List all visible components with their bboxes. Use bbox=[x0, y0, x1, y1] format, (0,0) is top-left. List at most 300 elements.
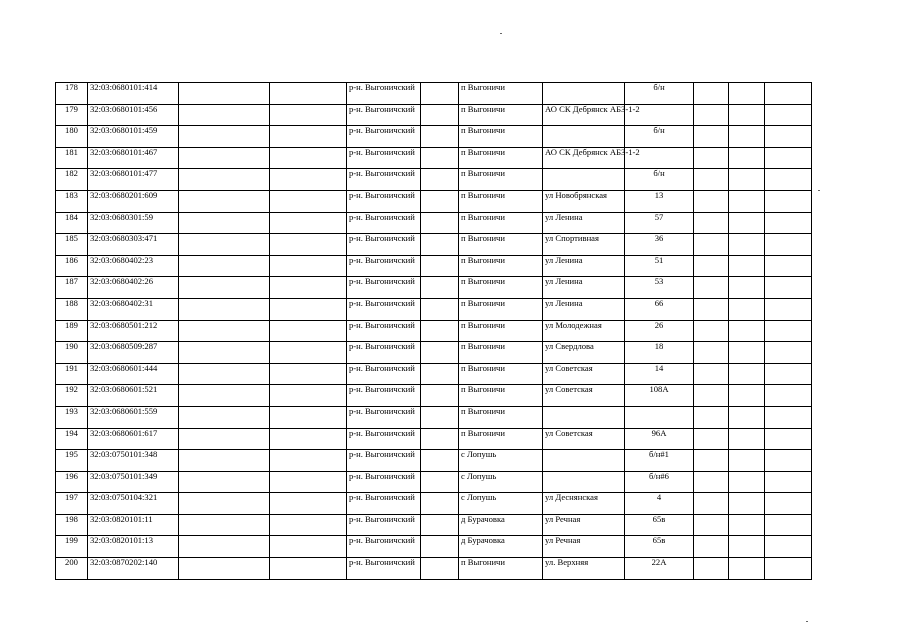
house-number-cell: 53 bbox=[625, 277, 694, 299]
empty-cell bbox=[421, 363, 459, 385]
empty-cell bbox=[270, 428, 347, 450]
empty-cell bbox=[421, 255, 459, 277]
empty-cell bbox=[179, 104, 270, 126]
empty-cell bbox=[729, 363, 765, 385]
settlement-cell: п Выгоничи bbox=[459, 104, 543, 126]
empty-cell bbox=[179, 450, 270, 472]
table-row bbox=[56, 298, 812, 320]
row-number-cell: 199 bbox=[56, 536, 88, 558]
row-number-cell: 194 bbox=[56, 428, 88, 450]
empty-cell bbox=[694, 126, 729, 148]
settlement-cell: п Выгоничи bbox=[459, 126, 543, 148]
settlement-cell: п Выгоничи bbox=[459, 558, 543, 580]
row-number-cell: 180 bbox=[56, 126, 88, 148]
settlement-cell: п Выгоничи bbox=[459, 234, 543, 256]
table-row bbox=[56, 406, 812, 428]
empty-cell bbox=[729, 342, 765, 364]
street-cell: АО СК Дебрянск АБЗ-1-2 bbox=[543, 104, 625, 126]
table-row bbox=[56, 450, 812, 472]
settlement-cell: п Выгоничи bbox=[459, 406, 543, 428]
settlement-cell: п Выгоничи bbox=[459, 363, 543, 385]
settlement-cell: д Бурачовка bbox=[459, 514, 543, 536]
district-cell: р-н. Выгоничский bbox=[347, 234, 421, 256]
empty-cell bbox=[765, 126, 812, 148]
cadastral-number-cell: 32:03:0680101:477 bbox=[88, 169, 179, 191]
empty-cell bbox=[729, 471, 765, 493]
empty-cell bbox=[421, 342, 459, 364]
empty-cell bbox=[270, 493, 347, 515]
empty-cell bbox=[270, 126, 347, 148]
scan-speck bbox=[500, 33, 502, 34]
street-cell bbox=[543, 126, 625, 148]
empty-cell bbox=[729, 406, 765, 428]
empty-cell bbox=[694, 514, 729, 536]
empty-cell bbox=[729, 126, 765, 148]
empty-cell bbox=[179, 428, 270, 450]
row-number-cell: 192 bbox=[56, 385, 88, 407]
street-cell: ул Молодежная bbox=[543, 320, 625, 342]
empty-cell bbox=[729, 212, 765, 234]
table-row bbox=[56, 277, 812, 299]
row-number-cell: 186 bbox=[56, 255, 88, 277]
table-row bbox=[56, 212, 812, 234]
house-number-cell: 65в bbox=[625, 514, 694, 536]
empty-cell bbox=[421, 83, 459, 105]
cadastral-number-cell: 32:03:0680402:26 bbox=[88, 277, 179, 299]
empty-cell bbox=[765, 147, 812, 169]
empty-cell bbox=[421, 428, 459, 450]
street-cell: ул Свердлова bbox=[543, 342, 625, 364]
empty-cell bbox=[694, 406, 729, 428]
empty-cell bbox=[179, 406, 270, 428]
empty-cell bbox=[729, 385, 765, 407]
empty-cell bbox=[421, 190, 459, 212]
empty-cell bbox=[694, 255, 729, 277]
settlement-cell: п Выгоничи bbox=[459, 83, 543, 105]
empty-cell bbox=[270, 147, 347, 169]
street-cell bbox=[543, 471, 625, 493]
empty-cell bbox=[694, 536, 729, 558]
empty-cell bbox=[694, 212, 729, 234]
cadastral-number-cell: 32:03:0680601:617 bbox=[88, 428, 179, 450]
empty-cell bbox=[270, 558, 347, 580]
row-number-cell: 196 bbox=[56, 471, 88, 493]
street-cell: ул Спортивная bbox=[543, 234, 625, 256]
empty-cell bbox=[179, 234, 270, 256]
empty-cell bbox=[765, 514, 812, 536]
empty-cell bbox=[694, 104, 729, 126]
empty-cell bbox=[729, 536, 765, 558]
district-cell: р-н. Выгоничский bbox=[347, 277, 421, 299]
empty-cell bbox=[765, 298, 812, 320]
table-row bbox=[56, 83, 812, 105]
settlement-cell: п Выгоничи bbox=[459, 169, 543, 191]
empty-cell bbox=[765, 234, 812, 256]
table-row bbox=[56, 363, 812, 385]
empty-cell bbox=[694, 298, 729, 320]
table-row bbox=[56, 493, 812, 515]
cadastral-number-cell: 32:03:0680101:459 bbox=[88, 126, 179, 148]
empty-cell bbox=[270, 536, 347, 558]
empty-cell bbox=[179, 558, 270, 580]
empty-cell bbox=[765, 385, 812, 407]
cadastral-number-cell: 32:03:0680201:609 bbox=[88, 190, 179, 212]
table-row bbox=[56, 342, 812, 364]
house-number-cell: 65в bbox=[625, 536, 694, 558]
street-cell: ул Новобрянская bbox=[543, 190, 625, 212]
row-number-cell: 185 bbox=[56, 234, 88, 256]
district-cell: р-н. Выгоничский bbox=[347, 514, 421, 536]
row-number-cell: 179 bbox=[56, 104, 88, 126]
house-number-cell: 36 bbox=[625, 234, 694, 256]
district-cell: р-н. Выгоничский bbox=[347, 147, 421, 169]
table-row bbox=[56, 385, 812, 407]
cadastral-number-cell: 32:03:0680509:287 bbox=[88, 342, 179, 364]
table-row bbox=[56, 255, 812, 277]
empty-cell bbox=[694, 320, 729, 342]
empty-cell bbox=[179, 493, 270, 515]
empty-cell bbox=[765, 255, 812, 277]
settlement-cell: п Выгоничи bbox=[459, 212, 543, 234]
empty-cell bbox=[694, 169, 729, 191]
table-row bbox=[56, 169, 812, 191]
street-cell: ул Советская bbox=[543, 428, 625, 450]
empty-cell bbox=[765, 212, 812, 234]
empty-cell bbox=[421, 320, 459, 342]
house-number-cell: б/н bbox=[625, 126, 694, 148]
empty-cell bbox=[270, 406, 347, 428]
settlement-cell: п Выгоничи bbox=[459, 342, 543, 364]
empty-cell bbox=[179, 83, 270, 105]
empty-cell bbox=[270, 212, 347, 234]
table-row bbox=[56, 320, 812, 342]
row-number-cell: 193 bbox=[56, 406, 88, 428]
empty-cell bbox=[729, 169, 765, 191]
empty-cell bbox=[179, 212, 270, 234]
empty-cell bbox=[765, 363, 812, 385]
empty-cell bbox=[179, 471, 270, 493]
row-number-cell: 191 bbox=[56, 363, 88, 385]
empty-cell bbox=[179, 385, 270, 407]
street-cell: ул Советская bbox=[543, 363, 625, 385]
street-cell: ул Ленина bbox=[543, 212, 625, 234]
street-cell bbox=[543, 406, 625, 428]
house-number-cell: 18 bbox=[625, 342, 694, 364]
district-cell: р-н. Выгоничский bbox=[347, 104, 421, 126]
empty-cell bbox=[729, 277, 765, 299]
empty-cell bbox=[765, 277, 812, 299]
street-cell: ул Советская bbox=[543, 385, 625, 407]
street-cell: АО СК Дебрянск АБЗ-1-2 bbox=[543, 147, 625, 169]
empty-cell bbox=[694, 493, 729, 515]
district-cell: р-н. Выгоничский bbox=[347, 320, 421, 342]
district-cell: р-н. Выгоничский bbox=[347, 169, 421, 191]
cadastral-number-cell: 32:03:0680101:456 bbox=[88, 104, 179, 126]
table-row bbox=[56, 147, 812, 169]
empty-cell bbox=[179, 255, 270, 277]
house-number-cell bbox=[625, 406, 694, 428]
empty-cell bbox=[729, 514, 765, 536]
table-row bbox=[56, 536, 812, 558]
settlement-cell: п Выгоничи bbox=[459, 385, 543, 407]
table-row bbox=[56, 558, 812, 580]
empty-cell bbox=[694, 363, 729, 385]
empty-cell bbox=[729, 558, 765, 580]
scan-speck bbox=[818, 190, 820, 191]
house-number-cell: б/н bbox=[625, 169, 694, 191]
row-number-cell: 182 bbox=[56, 169, 88, 191]
empty-cell bbox=[421, 212, 459, 234]
empty-cell bbox=[765, 83, 812, 105]
empty-cell bbox=[765, 104, 812, 126]
settlement-cell: п Выгоничи bbox=[459, 255, 543, 277]
row-number-cell: 198 bbox=[56, 514, 88, 536]
empty-cell bbox=[421, 234, 459, 256]
district-cell: р-н. Выгоничский bbox=[347, 428, 421, 450]
empty-cell bbox=[729, 147, 765, 169]
settlement-cell: с Лопушь bbox=[459, 471, 543, 493]
house-number-cell: 14 bbox=[625, 363, 694, 385]
empty-cell bbox=[729, 428, 765, 450]
cadastral-number-cell: 32:03:0680501:212 bbox=[88, 320, 179, 342]
empty-cell bbox=[179, 147, 270, 169]
empty-cell bbox=[694, 428, 729, 450]
empty-cell bbox=[729, 255, 765, 277]
house-number-cell: 66 bbox=[625, 298, 694, 320]
house-number-cell: 57 bbox=[625, 212, 694, 234]
empty-cell bbox=[270, 298, 347, 320]
table-body bbox=[56, 83, 812, 580]
empty-cell bbox=[179, 536, 270, 558]
row-number-cell: 189 bbox=[56, 320, 88, 342]
street-cell bbox=[543, 450, 625, 472]
empty-cell bbox=[694, 558, 729, 580]
settlement-cell: с Лопушь bbox=[459, 493, 543, 515]
empty-cell bbox=[421, 471, 459, 493]
table-row bbox=[56, 514, 812, 536]
cadastral-number-cell: 32:03:0750101:348 bbox=[88, 450, 179, 472]
row-number-cell: 178 bbox=[56, 83, 88, 105]
settlement-cell: п Выгоничи bbox=[459, 147, 543, 169]
empty-cell bbox=[765, 428, 812, 450]
cadastral-number-cell: 32:03:0750104:321 bbox=[88, 493, 179, 515]
empty-cell bbox=[270, 234, 347, 256]
table-row bbox=[56, 126, 812, 148]
empty-cell bbox=[421, 558, 459, 580]
empty-cell bbox=[421, 493, 459, 515]
settlement-cell: п Выгоничи bbox=[459, 320, 543, 342]
row-number-cell: 184 bbox=[56, 212, 88, 234]
table-row bbox=[56, 104, 812, 126]
district-cell: р-н. Выгоничский bbox=[347, 342, 421, 364]
district-cell: р-н. Выгоничский bbox=[347, 212, 421, 234]
empty-cell bbox=[179, 298, 270, 320]
empty-cell bbox=[765, 450, 812, 472]
empty-cell bbox=[729, 298, 765, 320]
cadastral-number-cell: 32:03:0680402:31 bbox=[88, 298, 179, 320]
empty-cell bbox=[270, 471, 347, 493]
empty-cell bbox=[765, 558, 812, 580]
empty-cell bbox=[421, 385, 459, 407]
cadastral-number-cell: 32:03:0820101:13 bbox=[88, 536, 179, 558]
row-number-cell: 183 bbox=[56, 190, 88, 212]
house-number-cell: 51 bbox=[625, 255, 694, 277]
empty-cell bbox=[694, 234, 729, 256]
empty-cell bbox=[270, 450, 347, 472]
house-number-cell: 4 bbox=[625, 493, 694, 515]
district-cell: р-н. Выгоничский bbox=[347, 298, 421, 320]
district-cell: р-н. Выгоничский bbox=[347, 493, 421, 515]
empty-cell bbox=[179, 169, 270, 191]
empty-cell bbox=[421, 104, 459, 126]
empty-cell bbox=[179, 190, 270, 212]
empty-cell bbox=[270, 277, 347, 299]
cadastral-number-cell: 32:03:0680601:559 bbox=[88, 406, 179, 428]
empty-cell bbox=[694, 147, 729, 169]
empty-cell bbox=[765, 493, 812, 515]
empty-cell bbox=[421, 147, 459, 169]
table-row bbox=[56, 190, 812, 212]
row-number-cell: 195 bbox=[56, 450, 88, 472]
cadastral-number-cell: 32:03:0820101:11 bbox=[88, 514, 179, 536]
empty-cell bbox=[179, 277, 270, 299]
table-row bbox=[56, 471, 812, 493]
table-row bbox=[56, 234, 812, 256]
empty-cell bbox=[421, 298, 459, 320]
empty-cell bbox=[179, 320, 270, 342]
district-cell: р-н. Выгоничский bbox=[347, 385, 421, 407]
empty-cell bbox=[270, 514, 347, 536]
empty-cell bbox=[270, 320, 347, 342]
cadastral-number-cell: 32:03:0680601:521 bbox=[88, 385, 179, 407]
house-number-cell: 22А bbox=[625, 558, 694, 580]
empty-cell bbox=[421, 450, 459, 472]
empty-cell bbox=[270, 190, 347, 212]
row-number-cell: 190 bbox=[56, 342, 88, 364]
district-cell: р-н. Выгоничский bbox=[347, 363, 421, 385]
cadastral-number-cell: 32:03:0750101:349 bbox=[88, 471, 179, 493]
house-number-cell: 96А bbox=[625, 428, 694, 450]
settlement-cell: д Бурачовка bbox=[459, 536, 543, 558]
settlement-cell: п Выгоничи bbox=[459, 277, 543, 299]
empty-cell bbox=[421, 514, 459, 536]
settlement-cell: п Выгоничи bbox=[459, 298, 543, 320]
row-number-cell: 181 bbox=[56, 147, 88, 169]
empty-cell bbox=[729, 320, 765, 342]
street-cell: ул Деснянская bbox=[543, 493, 625, 515]
empty-cell bbox=[765, 169, 812, 191]
street-cell: ул Ленина bbox=[543, 255, 625, 277]
row-number-cell: 197 bbox=[56, 493, 88, 515]
empty-cell bbox=[694, 190, 729, 212]
house-number-cell: 108А bbox=[625, 385, 694, 407]
settlement-cell: п Выгоничи bbox=[459, 428, 543, 450]
empty-cell bbox=[421, 169, 459, 191]
empty-cell bbox=[729, 234, 765, 256]
empty-cell bbox=[694, 277, 729, 299]
district-cell: р-н. Выгоничский bbox=[347, 255, 421, 277]
empty-cell bbox=[694, 450, 729, 472]
street-cell: ул. Верхняя bbox=[543, 558, 625, 580]
settlement-cell: с Лопушь bbox=[459, 450, 543, 472]
empty-cell bbox=[729, 83, 765, 105]
cadastral-number-cell: 32:03:0680402:23 bbox=[88, 255, 179, 277]
cadastral-number-cell: 32:03:0680101:414 bbox=[88, 83, 179, 105]
empty-cell bbox=[765, 320, 812, 342]
empty-cell bbox=[765, 190, 812, 212]
row-number-cell: 188 bbox=[56, 298, 88, 320]
house-number-cell: б/н#1 bbox=[625, 450, 694, 472]
empty-cell bbox=[729, 104, 765, 126]
street-cell: ул Речная bbox=[543, 536, 625, 558]
empty-cell bbox=[270, 385, 347, 407]
empty-cell bbox=[765, 536, 812, 558]
empty-cell bbox=[765, 406, 812, 428]
empty-cell bbox=[270, 255, 347, 277]
empty-cell bbox=[694, 342, 729, 364]
row-number-cell: 187 bbox=[56, 277, 88, 299]
empty-cell bbox=[729, 190, 765, 212]
empty-cell bbox=[179, 126, 270, 148]
empty-cell bbox=[179, 342, 270, 364]
scan-speck bbox=[806, 621, 808, 622]
street-cell: ул Ленина bbox=[543, 277, 625, 299]
cadastral-number-cell: 32:03:0680301:59 bbox=[88, 212, 179, 234]
registry-table bbox=[55, 82, 812, 580]
empty-cell bbox=[765, 342, 812, 364]
district-cell: р-н. Выгоничский bbox=[347, 126, 421, 148]
row-number-cell: 200 bbox=[56, 558, 88, 580]
street-cell: ул Ленина bbox=[543, 298, 625, 320]
street-cell bbox=[543, 169, 625, 191]
cadastral-number-cell: 32:03:0680601:444 bbox=[88, 363, 179, 385]
house-number-cell: 13 bbox=[625, 190, 694, 212]
empty-cell bbox=[729, 450, 765, 472]
empty-cell bbox=[694, 385, 729, 407]
empty-cell bbox=[270, 169, 347, 191]
street-cell bbox=[543, 83, 625, 105]
empty-cell bbox=[765, 471, 812, 493]
house-number-cell: 26 bbox=[625, 320, 694, 342]
district-cell: р-н. Выгоничский bbox=[347, 536, 421, 558]
district-cell: р-н. Выгоничский bbox=[347, 450, 421, 472]
empty-cell bbox=[421, 406, 459, 428]
district-cell: р-н. Выгоничский bbox=[347, 190, 421, 212]
empty-cell bbox=[270, 342, 347, 364]
house-number-cell: б/н#6 bbox=[625, 471, 694, 493]
district-cell: р-н. Выгоничский bbox=[347, 406, 421, 428]
cadastral-number-cell: 32:03:0870202:140 bbox=[88, 558, 179, 580]
empty-cell bbox=[179, 363, 270, 385]
empty-cell bbox=[270, 104, 347, 126]
empty-cell bbox=[421, 536, 459, 558]
district-cell: р-н. Выгоничский bbox=[347, 471, 421, 493]
settlement-cell: п Выгоничи bbox=[459, 190, 543, 212]
empty-cell bbox=[421, 126, 459, 148]
cadastral-number-cell: 32:03:0680101:467 bbox=[88, 147, 179, 169]
empty-cell bbox=[270, 363, 347, 385]
table-row bbox=[56, 428, 812, 450]
empty-cell bbox=[421, 277, 459, 299]
empty-cell bbox=[694, 83, 729, 105]
district-cell: р-н. Выгоничский bbox=[347, 83, 421, 105]
empty-cell bbox=[270, 83, 347, 105]
street-cell: ул Речная bbox=[543, 514, 625, 536]
cadastral-number-cell: 32:03:0680303:471 bbox=[88, 234, 179, 256]
empty-cell bbox=[729, 493, 765, 515]
empty-cell bbox=[694, 471, 729, 493]
empty-cell bbox=[179, 514, 270, 536]
